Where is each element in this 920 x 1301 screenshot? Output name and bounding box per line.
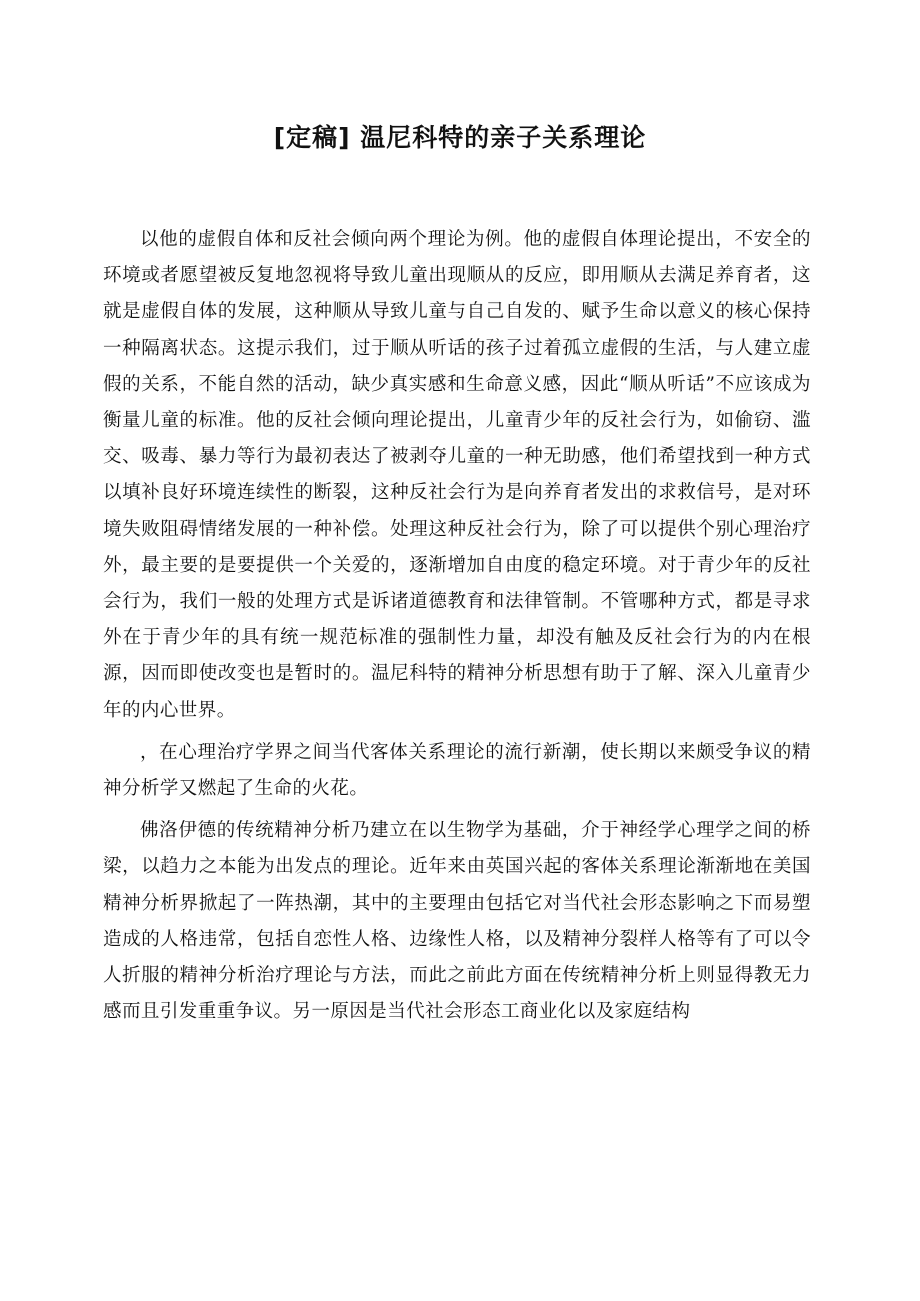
document-title: [定稿] 温尼科特的亲子关系理论: [273, 123, 647, 152]
paragraph-3: 佛洛伊德的传统精神分析乃建立在以生物学为基础，介于神经学心理学之间的桥梁，以趋力之本能为出发点的理论。近年来由英国兴起的客体关系理论渐渐地在美国精神分析界掀起了一阵热潮，其中的主要理由包括它对当代社会形态影响之下而易塑造成的人格违常，包括自恋性人格、边缘性人格，以及精神分裂样人格等有了可以令人折服的精神分析治疗理论与方法，而此之前此方面在传统精神分析上则显得教无力感而且引发重重争议。另一原因是当代社会形态工商业化以及家庭结构: [103, 820, 811, 1023]
paragraph-1: 以他的虚假自体和反社会倾向两个理论为例。他的虚假自体理论提出，不安全的环境或者愿望被反复地忽视将导致儿童出现顺从的反应，即用顺从去满足养育者，这就是虚假自体的发展，这种顺从导致儿童与自己自发的、赋予生命以意义的核心保持一种隔离状态。这提示我们，过于顺从听话的孩子过着孤立虚假的生活，与人建立虚假的关系，不能自然的活动，缺少真实感和生命意义感，因此“顺从听话”不应该成为衡量儿童的标准。他的反社会倾向理论提出，儿童青少年的反社会行为，如偷窃、滥交、吸毒、暴力等行为最初表达了被剥夺儿童的一种无助感，他们希望找到一种方式以填补良好环境连续性的断裂，这种反社会行为是向养育者发出的求救信号，是对环境失败阻碍情绪发展的一种补偿。处理这种反社会行为，除了可以提供个别心理治疗外，最主要的是要提供一个关爱的，逐渐增加自由度的稳定环境。对于青少年的反社会行为，我们一般的处理方式是诉诸道德教育和法律管制。不管哪种方式，都是寻求外在于青少年的具有统一规范标准的强制性力量，却没有触及反社会行为的内在根源，因而即使改变也是暂时的。温尼科特的精神分析思想有助于了解、深入儿童青少年的内心世界。: [103, 229, 811, 721]
document-body: [103, 222, 811, 1036]
paragraph-2: ，在心理治疗学界之间当代客体关系理论的流行新潮，使长期以来颇受争议的精神分析学又燃起了生命的火花。: [103, 741, 811, 800]
